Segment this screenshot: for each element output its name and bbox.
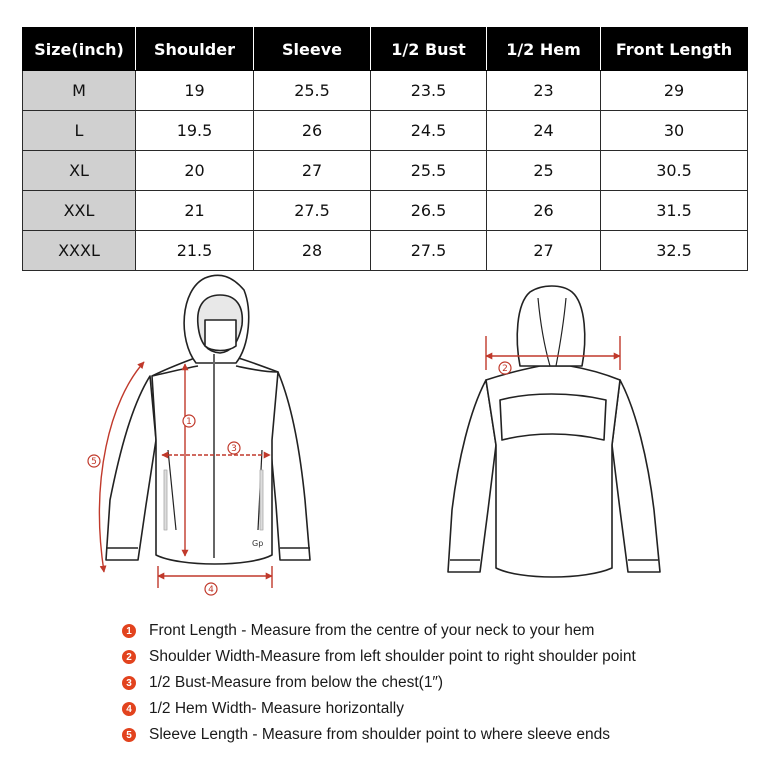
marker-4 — [205, 583, 217, 595]
header-front-length: Front Length — [601, 28, 748, 71]
table-cell: 26 — [487, 191, 601, 231]
size-cell: XXXL — [23, 231, 136, 271]
header-sleeve: Sleeve — [254, 28, 371, 71]
size-cell: M — [23, 71, 136, 111]
marker-1 — [183, 415, 195, 427]
marker-3 — [228, 442, 240, 454]
table-cell: 21 — [136, 191, 254, 231]
table-cell: 30 — [601, 111, 748, 151]
table-header-row — [23, 28, 748, 71]
legend-item-shoulder-width — [122, 644, 742, 670]
jacket-illustrations — [0, 270, 768, 610]
legend-number-badge: 2 — [122, 650, 136, 664]
legend-text: 1/2 Bust-Measure from below the chest(1″) — [149, 674, 444, 691]
size-chart-table — [22, 27, 748, 271]
table-cell: 25 — [487, 151, 601, 191]
table-cell: 21.5 — [136, 231, 254, 271]
legend-number-badge: 1 — [122, 624, 136, 638]
legend-item-half-hem — [122, 696, 742, 722]
size-cell: XL — [23, 151, 136, 191]
size-cell: XXL — [23, 191, 136, 231]
table-row — [23, 151, 748, 191]
table-cell: 25.5 — [371, 151, 487, 191]
table-cell: 27.5 — [371, 231, 487, 271]
table-cell: 20 — [136, 151, 254, 191]
marker-2 — [499, 362, 511, 374]
legend-item-sleeve-length — [122, 722, 742, 748]
table-cell: 27 — [487, 231, 601, 271]
table-cell: 24.5 — [371, 111, 487, 151]
table-row — [23, 191, 748, 231]
table-cell: 25.5 — [254, 71, 371, 111]
table-cell: 29 — [601, 71, 748, 111]
table-cell: 30.5 — [601, 151, 748, 191]
table-cell: 23 — [487, 71, 601, 111]
svg-text:5: 5 — [91, 457, 97, 467]
table-cell: 19 — [136, 71, 254, 111]
legend-text: Shoulder Width-Measure from left shoulder point to right shoulder point — [149, 648, 636, 665]
table-cell: 27.5 — [254, 191, 371, 231]
svg-text:3: 3 — [231, 444, 237, 454]
legend-text: Front Length - Measure from the centre of your neck to your hem — [149, 622, 595, 639]
marker-5 — [88, 455, 100, 467]
table-row — [23, 231, 748, 271]
svg-text:2: 2 — [502, 364, 508, 374]
table-cell: 27 — [254, 151, 371, 191]
front-jacket-drawing — [106, 275, 310, 564]
size-cell: L — [23, 111, 136, 151]
svg-text:Gp: Gp — [252, 539, 264, 548]
measurement-legend — [122, 618, 742, 748]
table-cell: 31.5 — [601, 191, 748, 231]
table-row — [23, 71, 748, 111]
back-jacket-drawing — [448, 286, 660, 577]
table-cell: 26.5 — [371, 191, 487, 231]
header-shoulder: Shoulder — [136, 28, 254, 71]
table-row — [23, 111, 748, 151]
svg-text:1: 1 — [186, 417, 192, 427]
table-cell: 32.5 — [601, 231, 748, 271]
legend-number-badge: 3 — [122, 676, 136, 690]
header-half-hem: 1/2 Hem — [487, 28, 601, 71]
legend-item-front-length — [122, 618, 742, 644]
legend-item-half-bust — [122, 670, 742, 696]
table-cell: 19.5 — [136, 111, 254, 151]
header-size: Size(inch) — [23, 28, 136, 71]
table-cell: 26 — [254, 111, 371, 151]
legend-number-badge: 5 — [122, 728, 136, 742]
table-cell: 28 — [254, 231, 371, 271]
legend-text: Sleeve Length - Measure from shoulder point to where sleeve ends — [149, 726, 610, 743]
legend-text: 1/2 Hem Width- Measure horizontally — [149, 700, 404, 717]
table-cell: 24 — [487, 111, 601, 151]
legend-number-badge: 4 — [122, 702, 136, 716]
header-half-bust: 1/2 Bust — [371, 28, 487, 71]
table-cell: 23.5 — [371, 71, 487, 111]
svg-text:4: 4 — [208, 585, 214, 595]
